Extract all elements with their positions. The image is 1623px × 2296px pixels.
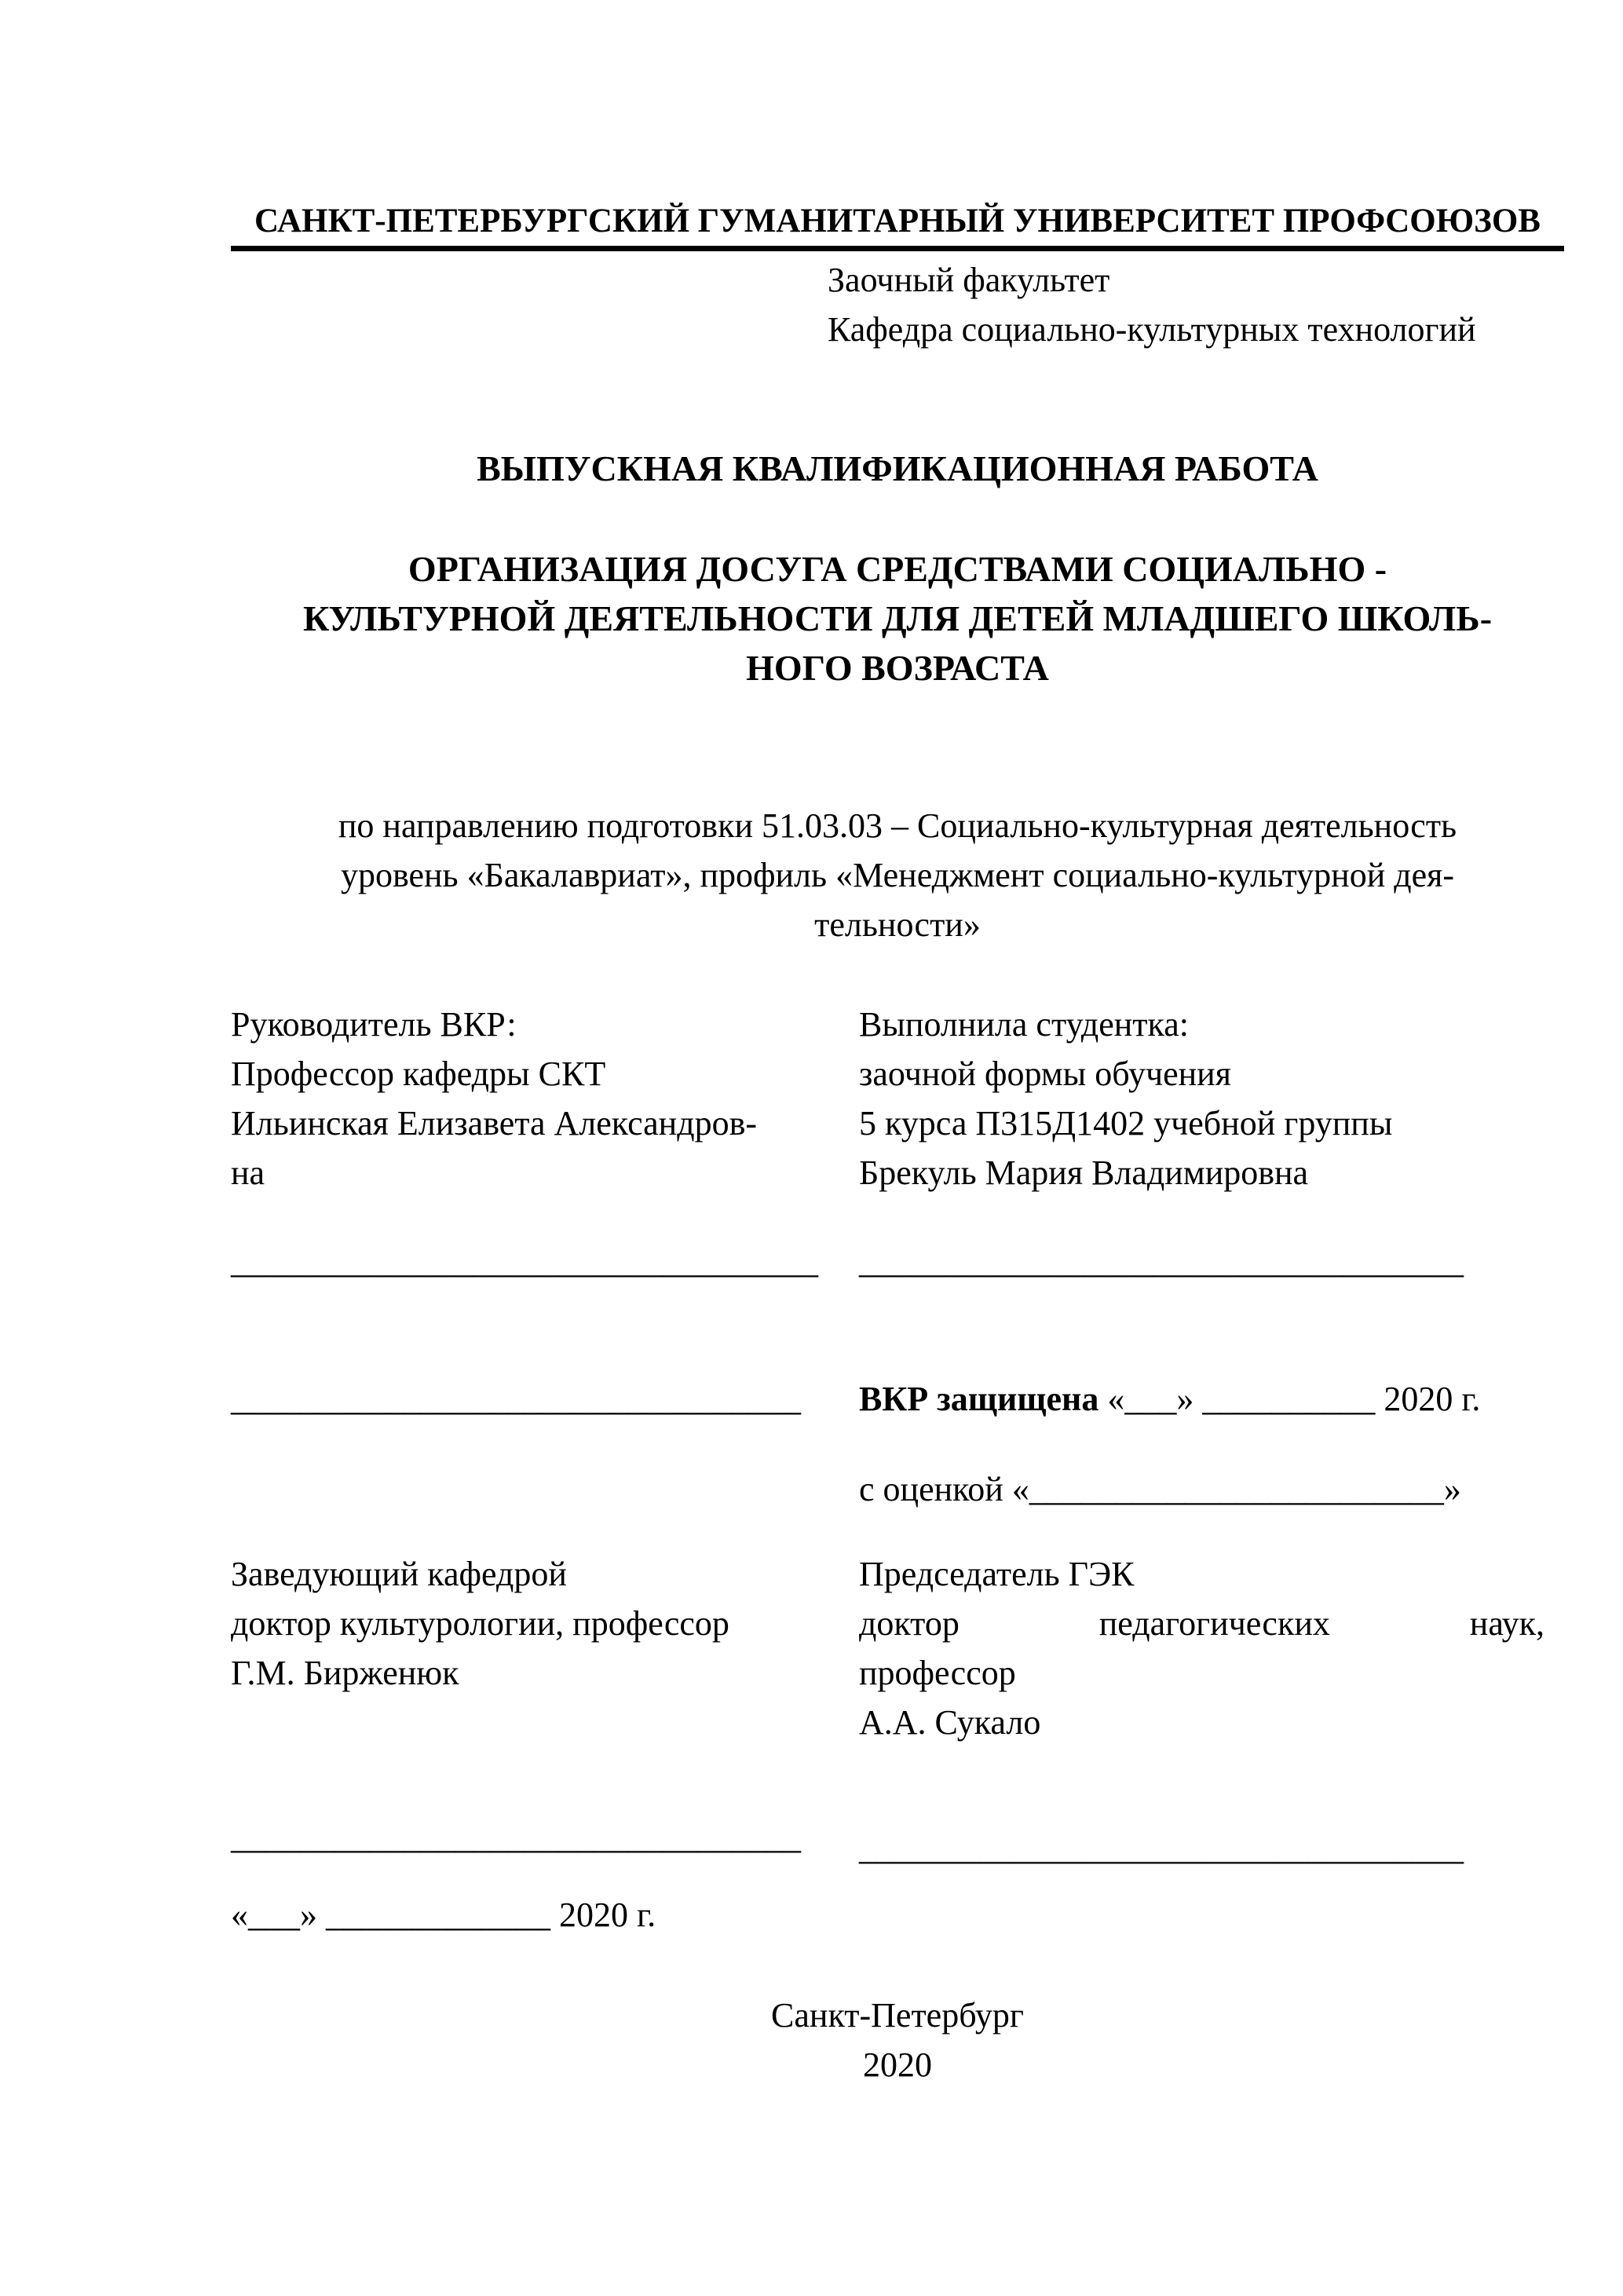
student-signature-line: ___________________________________ bbox=[859, 1242, 1464, 1281]
officials-block bbox=[231, 1549, 1564, 1747]
year-line: 2020 bbox=[863, 2046, 932, 2084]
degree-word: педагогических bbox=[1098, 1604, 1330, 1643]
department-head-block bbox=[231, 1549, 859, 1747]
committee-chair-degree bbox=[859, 1599, 1544, 1648]
faculty-line: Заочный факультет bbox=[828, 261, 1110, 299]
committee-chair-title: Председатель ГЭК bbox=[859, 1555, 1135, 1593]
footer-block bbox=[231, 1991, 1564, 2089]
defense-date-blank: «___» __________ 2020 г. bbox=[1098, 1380, 1481, 1418]
thesis-title bbox=[231, 544, 1564, 693]
signature-line: _________________________________ bbox=[231, 1380, 801, 1418]
student-name: Брекуль Мария Владимировна bbox=[859, 1153, 1309, 1192]
committee-chair-block bbox=[859, 1549, 1564, 1747]
people-block bbox=[231, 1000, 1564, 1197]
signature-row-1 bbox=[231, 1237, 1564, 1286]
thesis-title-line: КУЛЬТУРНОЙ ДЕЯТЕЛЬНОСТИ ДЛЯ ДЕТЕЙ МЛАДШЕГО ШКОЛЬ- bbox=[302, 598, 1493, 638]
defense-row bbox=[231, 1374, 1564, 1424]
degree-word: наук, bbox=[1469, 1604, 1544, 1643]
date-line: «___» _____________ 2020 г. bbox=[231, 1896, 656, 1934]
supervisor-block bbox=[231, 1000, 859, 1197]
department-head-degree: доктор культурологии, профессор bbox=[231, 1604, 729, 1643]
department-head-title: Заведующий кафедрой bbox=[231, 1555, 567, 1593]
student-study-form: заочной формы обучения bbox=[859, 1055, 1231, 1093]
department-head-signature-line: _________________________________ bbox=[231, 1818, 801, 1856]
supervisor-name-line: Ильинская Елизавета Александров- bbox=[231, 1104, 758, 1143]
program-line: тельности» bbox=[814, 905, 981, 944]
student-group: 5 курса П315Д1402 учебной группы bbox=[859, 1104, 1393, 1143]
department-line: Кафедра социально-культурных технологий bbox=[828, 310, 1476, 349]
committee-chair-name: А.А. Сукало bbox=[859, 1703, 1041, 1742]
program-block bbox=[231, 801, 1564, 949]
committee-chair-rank: профессор bbox=[859, 1654, 1016, 1692]
university-name: САНКТ-ПЕТЕРБУРГСКИЙ ГУМАНИТАРНЫЙ УНИВЕРСИТЕТ ПРОФСОЮЗОВ bbox=[254, 203, 1541, 239]
signature-row-2 bbox=[231, 1812, 1564, 1867]
supervisor-position: Профессор кафедры СКТ bbox=[231, 1055, 606, 1093]
degree-word: доктор bbox=[859, 1604, 960, 1643]
program-line: уровень «Бакалавриат», профиль «Менеджмент социально-культурной дея- bbox=[340, 856, 1455, 894]
supervisor-name-line: на bbox=[231, 1153, 265, 1192]
defense-label: ВКР защищена bbox=[859, 1380, 1099, 1418]
grade-line: с оценкой «________________________» bbox=[859, 1470, 1461, 1508]
student-block bbox=[859, 1000, 1564, 1197]
header-rule bbox=[231, 246, 1564, 251]
committee-chair-signature-line: ___________________________________ bbox=[859, 1829, 1464, 1867]
program-line: по направлению подготовки 51.03.03 – Социально-культурная деятельность bbox=[338, 806, 1457, 845]
work-type-heading: ВЫПУСКНАЯ КВАЛИФИКАЦИОННАЯ РАБОТА bbox=[477, 448, 1318, 488]
supervisor-label: Руководитель ВКР: bbox=[231, 1005, 517, 1044]
supervisor-signature-line: __________________________________ bbox=[231, 1242, 818, 1281]
student-label: Выполнила студентка: bbox=[859, 1005, 1189, 1044]
thesis-title-line: НОГО ВОЗРАСТА bbox=[746, 648, 1049, 688]
thesis-title-line: ОРГАНИЗАЦИЯ ДОСУГА СРЕДСТВАМИ СОЦИАЛЬНО - bbox=[408, 549, 1387, 589]
department-head-name: Г.М. Бирженюк bbox=[231, 1654, 459, 1692]
department-block bbox=[828, 255, 1564, 354]
city-line: Санкт-Петербург bbox=[771, 1996, 1024, 2035]
